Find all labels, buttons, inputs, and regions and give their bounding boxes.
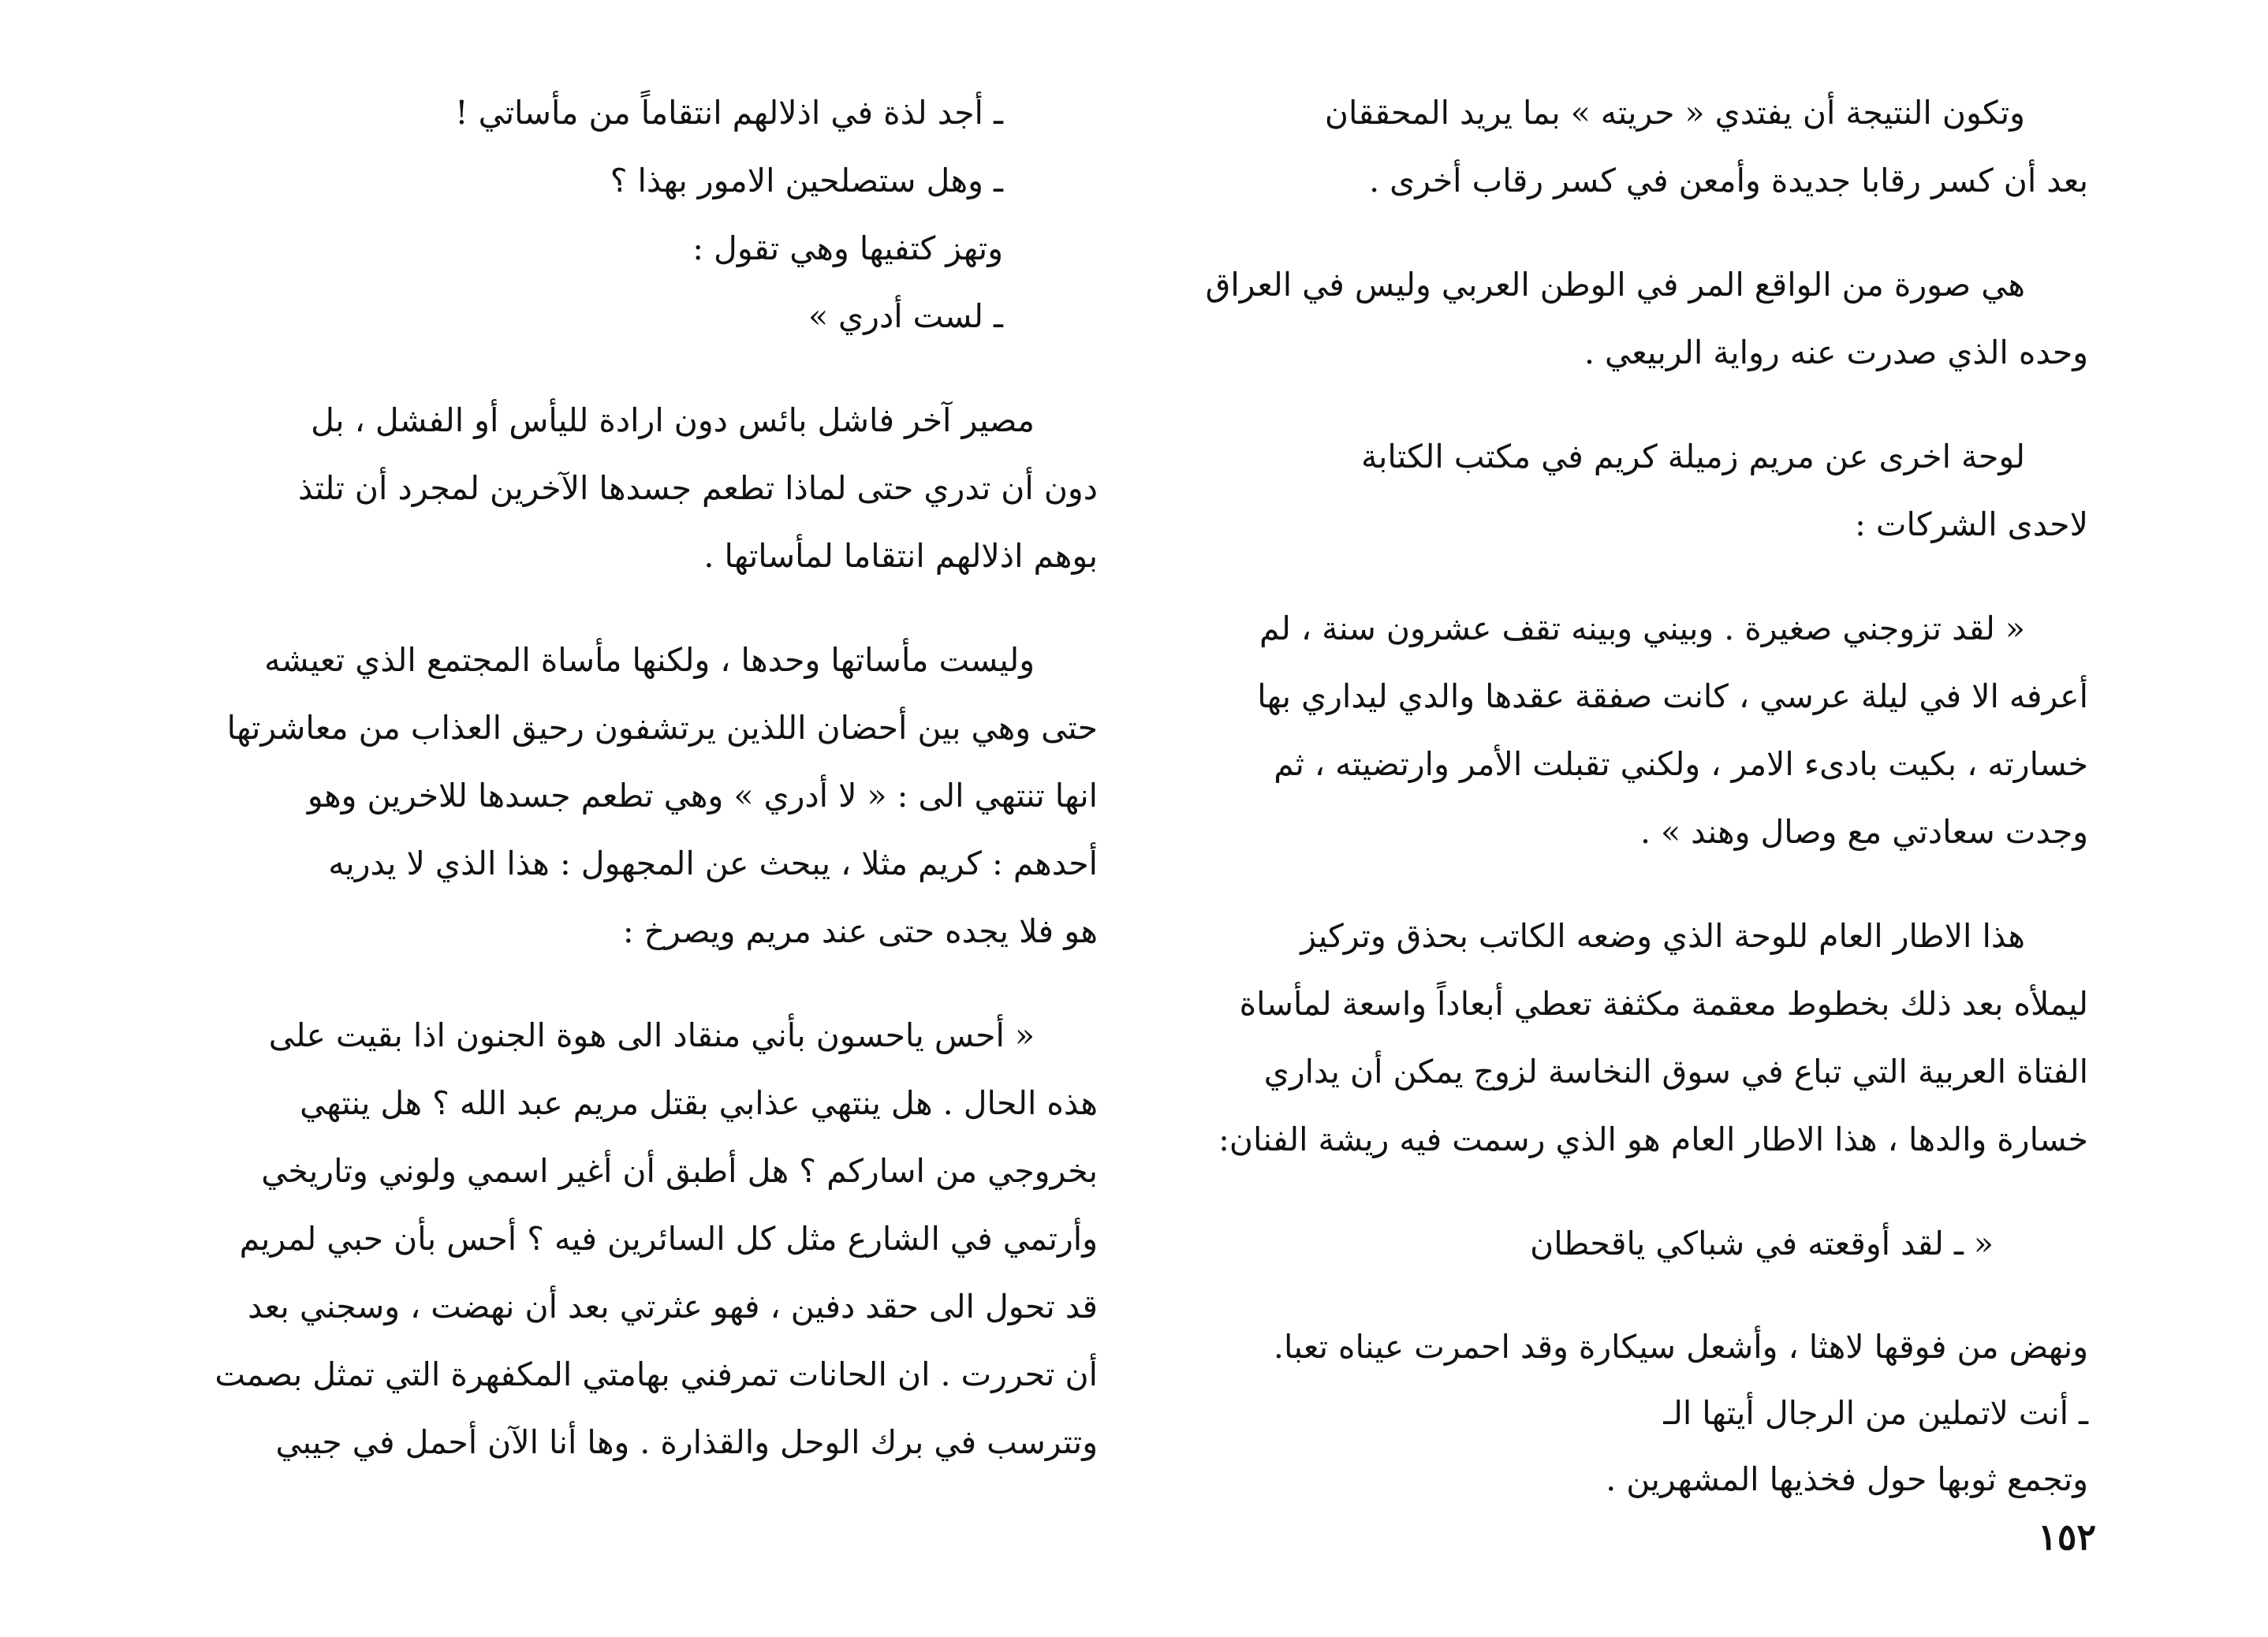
quotation [1173, 1210, 2088, 1277]
text-line: وجدت سعادتي مع وصال وهند » . [1639, 813, 2088, 851]
text-line: دون أن تدري حتى لماذا تطعم جسدها الآخرين لمجرد أن تلتذ [298, 469, 1098, 507]
text-line: بعد أن كسر رقابا جديدة وأمعن في كسر رقاب أخرى . [1369, 162, 2088, 199]
text-line: بوهم اذلالهم انتقاما لمأساتها . [703, 537, 1098, 575]
dialogue [183, 79, 1098, 350]
text-line: قد تحول الى حقد دفين ، فهو عثرتي بعد أن نهضت ، وسجني بعد [248, 1288, 1098, 1326]
text-line: ـ لست أدري » [808, 297, 1003, 335]
text-line: حتى وهي بين أحضان اللذين يرتشفون رحيق العذاب من معاشرتها [226, 709, 1098, 747]
left-page [183, 79, 1098, 1476]
text-line: وأرتمي في الشارع مثل كل السائرين فيه ؟ أحس بأن حبي لمريم [239, 1220, 1098, 1258]
right-page [1173, 79, 2088, 1512]
text-line: بخروجي من اساركم ؟ هل أطبق أن أغير اسمي ولوني وتاريخي [261, 1152, 1098, 1190]
text-line: خسارة والدها ، هذا الاطار العام هو الذي رسمت فيه ريشة الفنان: [1218, 1121, 2088, 1158]
text-line: وتترسب في برك الوحل والقذارة . وها أنا الآن أحمل في جيبي [275, 1423, 1098, 1461]
quotation [1173, 595, 2088, 866]
text-line: خسارته ، بكيت بادىء الامر ، ولكني تقبلت الأمر وارتضيته ، ثم [1274, 745, 2088, 783]
text-line: وتكون النتيجة أن يفتدي « حريته » بما يريد المحققان [1324, 94, 2025, 132]
dialogue [1173, 1314, 2088, 1512]
paragraph [1173, 251, 2088, 386]
quotation [183, 1001, 1098, 1476]
paragraph [1173, 902, 2088, 1173]
paragraph [1173, 423, 2088, 558]
text-line: وتهز كتفيها وهي تقول : [692, 229, 1003, 267]
page-number: ١٥٢ [2038, 1516, 2097, 1558]
text-line: وليست مأساتها وحدها ، ولكنها مأساة المجتمع الذي تعيشه [264, 641, 1035, 679]
text-line: هذه الحال . هل ينتهي عذابي بقتل مريم عبد الله ؟ هل ينتهي [300, 1084, 1098, 1122]
text-line: ـ أنت لاتملين من الرجال أيتها الـ [1663, 1394, 2088, 1432]
text-line: ونهض من فوقها لاهثا ، وأشعل سيكارة وقد احمرت عيناه تعبا. [1273, 1328, 2088, 1366]
text-line: هذا الاطار العام للوحة الذي وضعه الكاتب بحذق وتركيز [1300, 917, 2025, 955]
text-line: أن تحررت . ان الحانات تمرفني بهامتي المكفهرة التي تمثل بصمت [214, 1355, 1098, 1393]
text-line: الفتاة العربية التي تباع في سوق النخاسة لزوج يمكن أن يداري [1263, 1053, 2088, 1091]
text-line: هو فلا يجده حتى عند مريم ويصرخ : [622, 912, 1098, 950]
text-line: أعرفه الا في ليلة عرسي ، كانت صفقة عقدها والدي ليداري بها [1257, 677, 2088, 715]
text-line: « أحس ياحسون بأني منقاد الى هوة الجنون اذا بقيت على [268, 1016, 1035, 1054]
text-line: وتجمع ثوبها حول فخذيها المشهرين . [1606, 1460, 2088, 1498]
text-line: مصير آخر فاشل بائس دون ارادة لليأس أو الفشل ، بل [311, 401, 1035, 439]
text-line: هي صورة من الواقع المر في الوطن العربي وليس في العراق [1205, 266, 2025, 304]
text-line: لوحة اخرى عن مريم زميلة كريم في مكتب الكتابة [1361, 438, 2025, 475]
paragraph [1173, 79, 2088, 214]
text-line: ليملأه بعد ذلك بخطوط معقمة مكثفة تعطي أبعاداً واسعة لمأساة [1239, 985, 2088, 1023]
paragraph [183, 626, 1098, 965]
text-line: انها تنتهي الى : « لا أدري » وهي تطعم جسدها للاخرين وهو [307, 777, 1098, 815]
text-line: ـ وهل ستصلحين الامور بهذا ؟ [610, 162, 1003, 199]
text-line: ـ أجد لذة في اذلالهم انتقاماً من مأساتي ! [455, 94, 1003, 132]
text-line: وحده الذي صدرت عنه رواية الربيعي . [1583, 334, 2088, 371]
paragraph [183, 386, 1098, 590]
text-line: « ـ لقد أوقعته في شباكي ياقحطان [1530, 1225, 1994, 1262]
text-line: أحدهم : كريم مثلا ، يبحث عن المجهول : هذا الذي لا يدريه [328, 845, 1098, 882]
text-line: لاحدى الشركات : [1855, 505, 2088, 543]
text-line: « لقد تزوجني صغيرة . وبيني وبينه تقف عشرون سنة ، لم [1259, 610, 2025, 647]
